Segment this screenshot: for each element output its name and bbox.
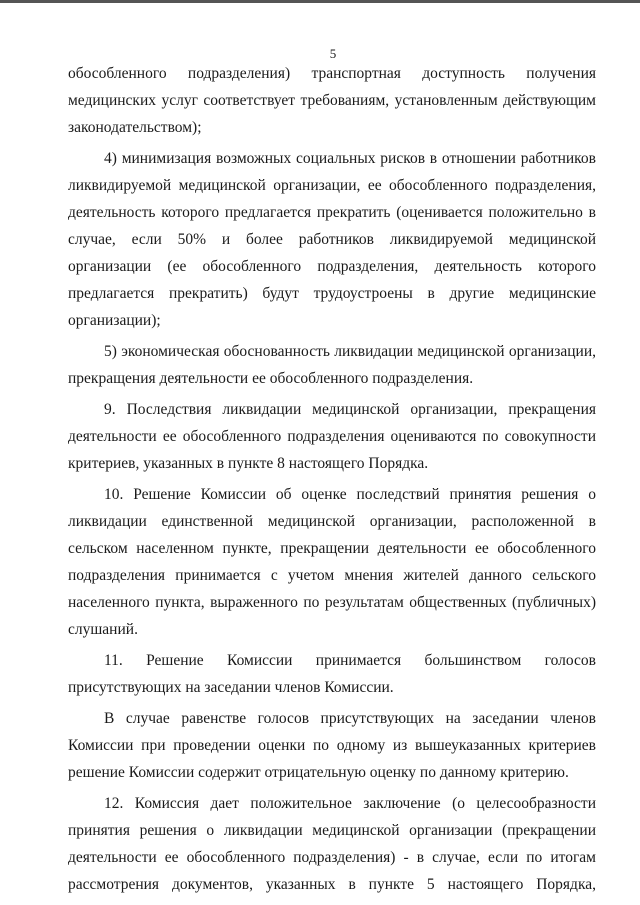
text-line: предлагается прекратить) будут трудоустроены в другие медицинские [68,285,596,302]
text-line: деятельность которого предлагается прекратить (оценивается положительно в [68,204,596,221]
text-line: деятельности ее обособленного подразделения) - в случае, если по итогам [68,849,596,866]
text-line: организации (ее обособленного подразделения, деятельность которого [68,258,596,275]
document-body [68,60,596,898]
text-line: ликвидируемой медицинской организации, ее обособленного подразделения, [68,177,596,194]
text-line: слушаний. [68,621,138,638]
text-line: медицинских услуг соответствует требованиям, установленным действующим [68,92,596,109]
top-border-line [0,0,640,3]
text-line: населенного пункта, выраженного по результатам общественных (публичных) [68,594,596,611]
text-line: подразделения принимается с учетом мнения жителей данного сельского [68,567,596,584]
text-line: 10. Решение Комиссии об оценке последствий принятия решения о [104,486,596,503]
text-line: 4) минимизация возможных социальных рисков в отношении работников [104,150,596,167]
text-line: случае, если 50% и более работников ликвидируемой медицинской [68,231,596,248]
text-line: 9. Последствия ликвидации медицинской организации, прекращения [104,401,596,418]
text-line: принятия решения о ликвидации медицинской организации (прекращении [68,822,596,839]
text-line: деятельности ее обособленного подразделения оцениваются по совокупности [68,428,596,445]
text-line: обособленного подразделения) транспортная доступность получения [68,65,596,82]
text-line: 5) экономическая обоснованность ликвидации медицинской организации, [104,343,596,360]
text-line: прекращения деятельности ее обособленного подразделения. [68,370,474,387]
text-line: 12. Комиссия дает положительное заключение (о целесообразности [104,795,596,812]
text-line: присутствующих на заседании членов Комиссии. [68,679,394,696]
text-line: ликвидации единственной медицинской организации, расположенной в [68,513,596,530]
text-line: Комиссии при проведении оценки по одному из вышеуказанных критериев [68,737,596,754]
text-line: законодательством); [68,119,202,136]
text-line: решение Комиссии содержит отрицательную оценку по данному критерию. [68,764,569,781]
text-line: организации); [68,312,161,329]
text-line: рассмотрения документов, указанных в пункте 5 настоящего Порядка, [68,876,596,893]
text-line: 11. Решение Комиссии принимается большинством голосов [104,652,596,669]
text-line: сельском населенном пункте, прекращении деятельности ее обособленного [68,540,596,557]
page-number: 5 [329,46,337,61]
text-line: В случае равенстве голосов присутствующих на заседании членов [104,710,596,727]
text-line: критериев, указанных в пункте 8 настоящего Порядка. [68,455,429,472]
